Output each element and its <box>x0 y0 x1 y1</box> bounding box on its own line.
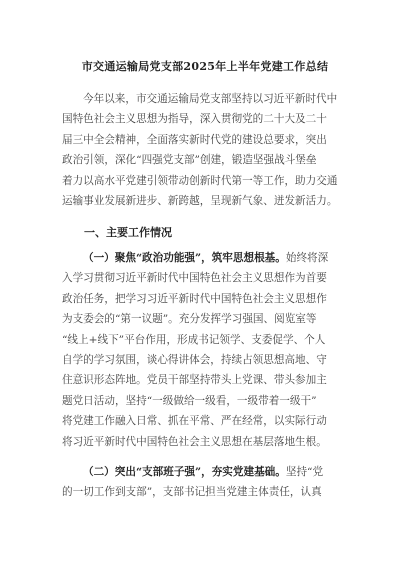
item1-first-line <box>62 248 352 268</box>
item2-paragraph <box>62 462 352 503</box>
intro-line: 着力以高水平党建引领带动创新时代第一等工作，助力交通 <box>62 174 338 187</box>
item1-line: 为支委会的“第一议题”。充分发挥学习强国、阅览室等 <box>62 313 317 326</box>
item2-bold-heading: （二）突出“支部班子强”，夯实党建基础。 <box>83 466 286 478</box>
intro-line: 政治引领，深化“四强党支部”创建，锻造坚强战斗堡垒 <box>62 154 317 167</box>
item1-paragraph <box>62 248 352 452</box>
intro-line: 今年以来，市交通运输局党支部坚持以习近平新时代中 <box>83 93 338 105</box>
item1-line: “线上+线下”平台作用，形成书记领学、支委促学、个人 <box>62 333 326 346</box>
intro-line: 运输事业发展新进步、新跨越，呈现新气象、迸发新活力。 <box>62 195 338 208</box>
item2-first-rest: 坚持“党 <box>285 466 324 478</box>
document-title: 市交通运输局党支部2025年上半年党建工作总结 <box>81 60 329 73</box>
item1-line: 入学习贯彻习近平新时代中国特色社会主义思想作为首要 <box>62 272 327 285</box>
section-heading: 一、主要工作情况 <box>84 226 172 239</box>
item1-bold-heading: （一）聚焦“政治功能强”，筑牢思想根基。 <box>83 252 286 264</box>
item1-line: 自学的学习氛围，谈心得讲体会，持续占领思想高地、守 <box>62 354 327 367</box>
item1-line: 题党日活动，坚持“一级做给一级看，一级带着一级干” <box>62 394 317 407</box>
item1-line: 将习近平新时代中国特色社会主义思想在基层落地生根。 <box>62 435 327 448</box>
item1-line: 政治任务，把学习习近平新时代中国特色社会主义思想作 <box>62 292 327 305</box>
intro-paragraph <box>62 89 352 211</box>
intro-line: 国特色社会主义思想为指导，深入贯彻党的二十大及二十 <box>62 113 327 126</box>
item2-first-line <box>62 462 352 482</box>
item1-line: 住意识形态阵地。党员干部坚持带头上党课、带头参加主 <box>62 374 327 387</box>
item1-first-rest: 始终将深 <box>285 252 329 264</box>
intro-line: 届三中全会精神，全面落实新时代党的建设总要求，突出 <box>62 133 327 146</box>
item1-line: 将党建工作融入日常、抓在平常、严在经常，以实际行动 <box>62 415 327 428</box>
item2-line: 的一切工作到支部”，支部书记担当党建主体责任，认真 <box>62 486 322 499</box>
